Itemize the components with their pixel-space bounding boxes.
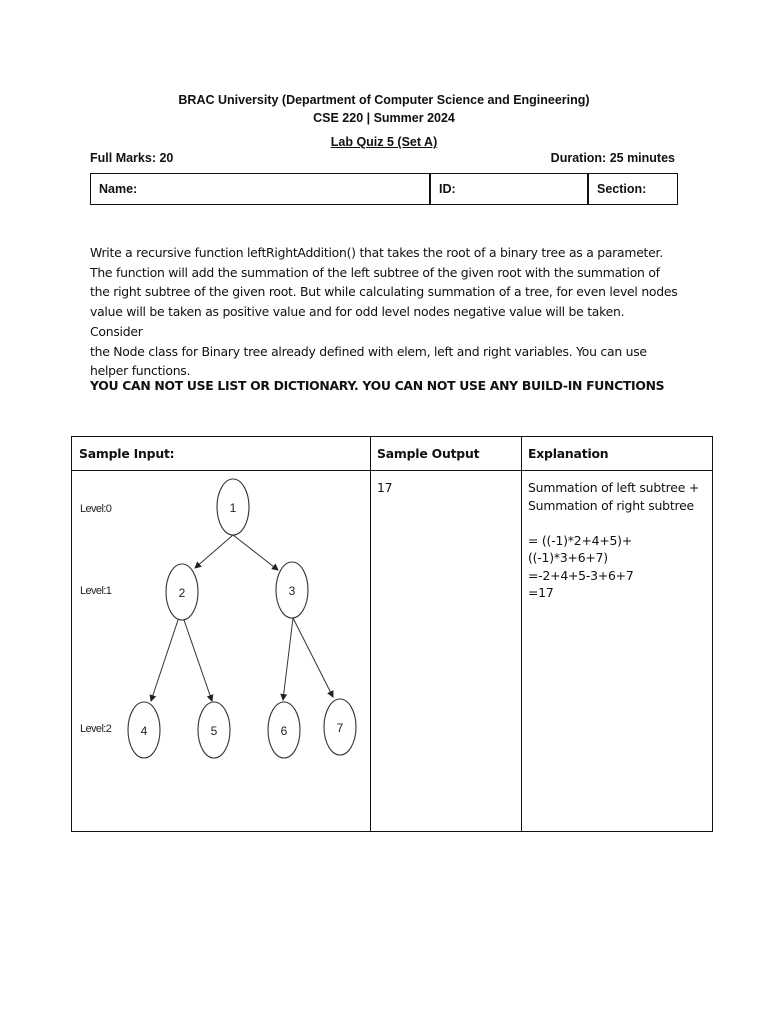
tree-node-label: 4 bbox=[140, 724, 148, 738]
question-line: the right subtree of the given root. But while calculating summation of a tree, for even level nodes bbox=[90, 284, 678, 300]
id-field[interactable] bbox=[431, 174, 589, 204]
explanation-line: =17 bbox=[528, 585, 554, 600]
explanation-line: =-2+4+5-3+6+7 bbox=[528, 567, 634, 583]
tree-node-label: 6 bbox=[280, 724, 288, 738]
question-line: the Node class for Binary tree already defined with elem, left and right variables. You can use bbox=[90, 343, 647, 359]
explanation-line: Summation of left subtree + bbox=[528, 480, 700, 495]
explanation-line: = ((-1)*2+4+5)+((-1)*3+6+7) bbox=[528, 532, 633, 565]
tree-node-label: 5 bbox=[210, 724, 218, 738]
explanation-header: Explanation bbox=[528, 446, 609, 461]
column-divider bbox=[521, 437, 522, 831]
quiz-title bbox=[0, 135, 768, 149]
level-label: Level:0 bbox=[80, 503, 112, 515]
sample-output-value: 17 bbox=[377, 480, 393, 495]
tree-edge bbox=[293, 618, 333, 697]
tree-edge bbox=[184, 620, 212, 701]
name-field[interactable] bbox=[91, 174, 429, 204]
level-label: Level:2 bbox=[80, 723, 112, 735]
id-label: ID: bbox=[439, 182, 456, 196]
tree-edge bbox=[233, 535, 278, 570]
tree-node-label: 7 bbox=[336, 721, 344, 735]
question-text bbox=[90, 243, 680, 381]
section-label: Section: bbox=[597, 182, 647, 196]
explanation-line bbox=[528, 514, 708, 532]
student-info-table bbox=[90, 173, 678, 205]
sample-output-header: Sample Output bbox=[377, 446, 480, 461]
duration: Duration: 25 minutes bbox=[550, 151, 675, 165]
tree-edge bbox=[283, 618, 293, 700]
section-field[interactable] bbox=[589, 174, 677, 204]
question-line: Write a recursive function leftRightAddition() that takes the root of a binary tree as a parameter. bbox=[90, 245, 663, 260]
name-label: Name: bbox=[99, 182, 138, 196]
tree-edge bbox=[151, 620, 178, 701]
binary-tree-diagram bbox=[78, 475, 368, 765]
tree-node-label: 3 bbox=[288, 584, 296, 598]
restriction-warning: YOU CAN NOT USE LIST OR DICTIONARY. YOU CAN NOT USE ANY BUILD-IN FUNCTIONS bbox=[90, 378, 665, 393]
table-header-divider bbox=[72, 470, 712, 471]
question-line: helper functions. bbox=[90, 363, 191, 379]
full-marks: Full Marks: 20 bbox=[90, 151, 174, 165]
tree-node-label: 2 bbox=[178, 586, 186, 600]
course-title: CSE 220 | Summer 2024 bbox=[313, 111, 455, 125]
question-line: The function will add the summation of the left subtree of the given root with the summation of bbox=[90, 264, 660, 280]
tree-edge bbox=[195, 535, 233, 568]
explanation-line: Summation of right subtree bbox=[528, 497, 694, 513]
column-divider bbox=[370, 437, 371, 831]
question-line: value will be taken as positive value and for odd level nodes negative value will be taken. Consider bbox=[90, 304, 625, 339]
sample-input-header: Sample Input: bbox=[79, 446, 175, 461]
quiz-title-text: Lab Quiz 5 (Set A) bbox=[330, 135, 438, 149]
university-title: BRAC University (Department of Computer Science and Engineering) bbox=[178, 93, 590, 107]
tree-node-label: 1 bbox=[229, 501, 237, 515]
level-label: Level:1 bbox=[80, 585, 112, 597]
explanation-text bbox=[528, 479, 708, 602]
